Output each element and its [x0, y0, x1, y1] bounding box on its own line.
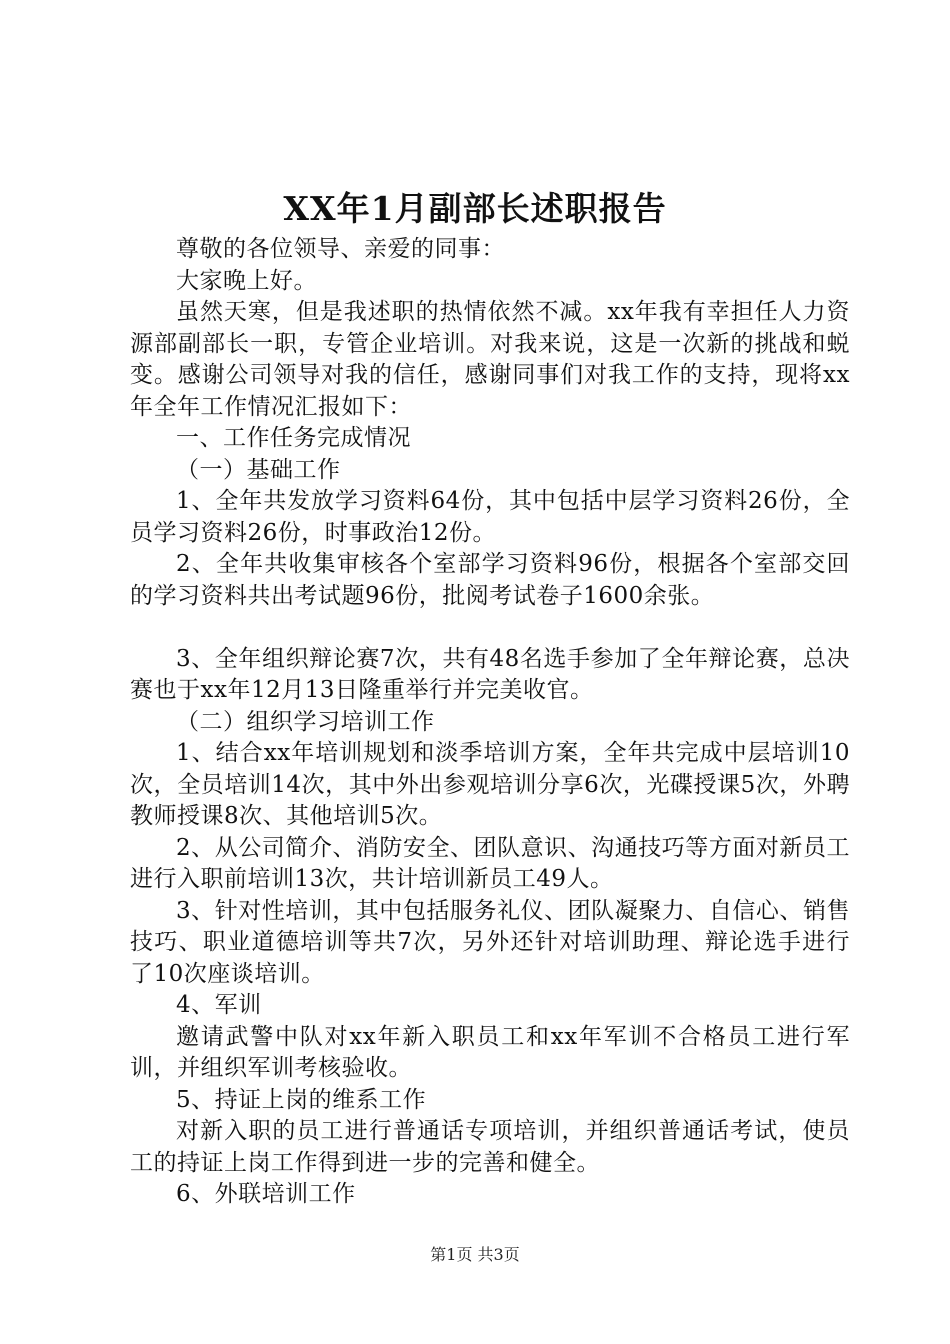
intro-paragraph: 虽然天寒，但是我述职的热情依然不减。xx年我有幸担任人力资源部副部长一职，专管企业培训。对我来说，这是一次新的挑战和蜕变。感谢公司领导对我的信任，感谢同事们对我工作的支持，现将xx年全年工作情况汇报如下：: [130, 299, 850, 420]
training-item-5-body: 对新入职的员工进行普通话专项培训，并组织普通话考试，使员工的持证上岗工作得到进一步的完善和健全。: [130, 1118, 850, 1176]
subsection-heading-training: （二）组织学习培训工作: [176, 708, 435, 735]
basic-work-item-2: 2、全年共收集审核各个室部学习资料96份，根据各个室部交回的学习资料共出考试题96份，批阅考试卷子1600余张。: [130, 551, 850, 609]
training-item-1: 1、结合xx年培训规划和淡季培训方案，全年共完成中层培训10次，全员培训14次，其中外出参观培训分享6次，光碟授课5次，外聘教师授课8次、其他培训5次。: [130, 740, 850, 829]
training-item-4-heading: 4、军训: [176, 992, 262, 1018]
page-footer: 第1页 共3页: [430, 1245, 520, 1264]
basic-work-item-3: 3、全年组织辩论赛7次，共有48名选手参加了全年辩论赛，总决赛也于xx年12月13日隆重举行并完美收官。: [130, 645, 850, 703]
training-item-5-heading: 5、持证上岗的维系工作: [176, 1086, 427, 1113]
training-item-3: 3、针对性培训，其中包括服务礼仪、团队凝聚力、自信心、销售技巧、职业道德培训等共7次，另外还针对培训助理、辩论选手进行了10次座谈培训。: [130, 897, 850, 987]
training-item-6-heading: 6、外联培训工作: [176, 1181, 356, 1207]
document-body: [130, 234, 850, 1211]
greeting: 大家晚上好。: [176, 267, 317, 294]
basic-work-item-1: 1、全年共发放学习资料64份，其中包括中层学习资料26份，全员学习资料26份，时事政治12份。: [130, 488, 850, 546]
document-title: XX年1月副部长述职报告: [283, 189, 667, 228]
training-item-4-body: 邀请武警中队对xx年新入职员工和xx年军训不合格员工进行军训，并组织军训考核验收。: [130, 1023, 850, 1081]
section-heading-1: 一、工作任务完成情况: [176, 425, 411, 451]
paragraph-gap: [130, 612, 850, 644]
training-item-2: 2、从公司简介、消防安全、团队意识、沟通技巧等方面对新员工进行入职前培训13次，共计培训新员工49人。: [130, 834, 850, 892]
subsection-heading-basic-work: （一）基础工作: [176, 456, 341, 483]
salutation: 尊敬的各位领导、亲爱的同事：: [176, 236, 505, 262]
